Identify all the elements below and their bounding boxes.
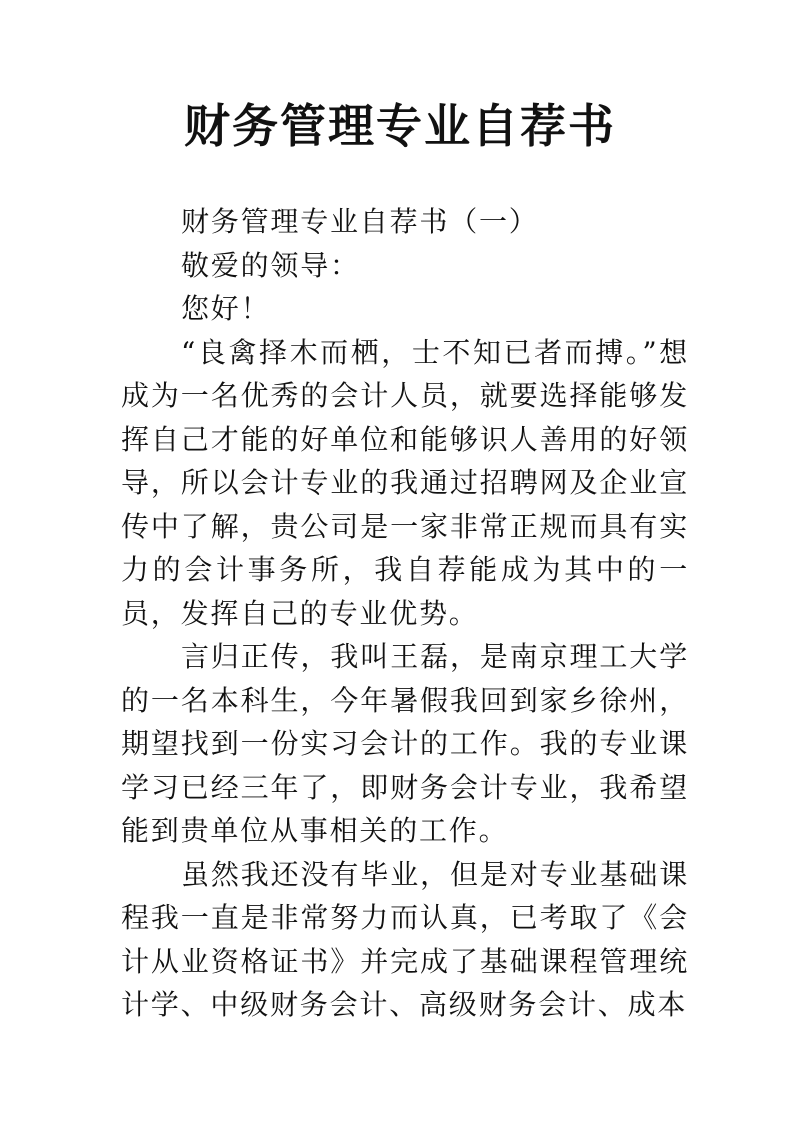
paragraph-salutation: 敬爱的领导：: [181, 248, 360, 282]
paragraph-qualifications: 虽然我还没有毕业，但是对专业基础课程我一直是非常努力而认真，已考取了《会计从业资格证书》并完成了基础课程管理统计学、中级财务会计、高级财务会计、成本: [121, 857, 689, 1021]
paragraph-subtitle: 财务管理专业自荐书（一）: [181, 205, 539, 238]
document-body: [121, 200, 689, 1027]
document-title: 财务管理专业自荐书: [184, 99, 616, 153]
paragraph-intro: “良禽择木而栖，士不知已者而搏。”想成为一名优秀的会计人员，就要选择能够发挥自己才能的好单位和能够识人善用的好领导，所以会计专业的我通过招聘网及企业宣传中了解，贵公司是一家非常正规而具有实力的会计事务所，我自荐能成为其中的一员，发挥自己的专业优势。: [121, 335, 689, 630]
paragraph-self-introduction: 言归正传，我叫王磊，是南京理工大学的一名本科生，今年暑假我回到家乡徐州，期望找到一份实习会计的工作。我的专业课学习已经三年了，即财务会计专业，我希望能到贵单位从事相关的工作。: [121, 640, 689, 847]
paragraph-greeting: 您好！: [181, 292, 271, 325]
